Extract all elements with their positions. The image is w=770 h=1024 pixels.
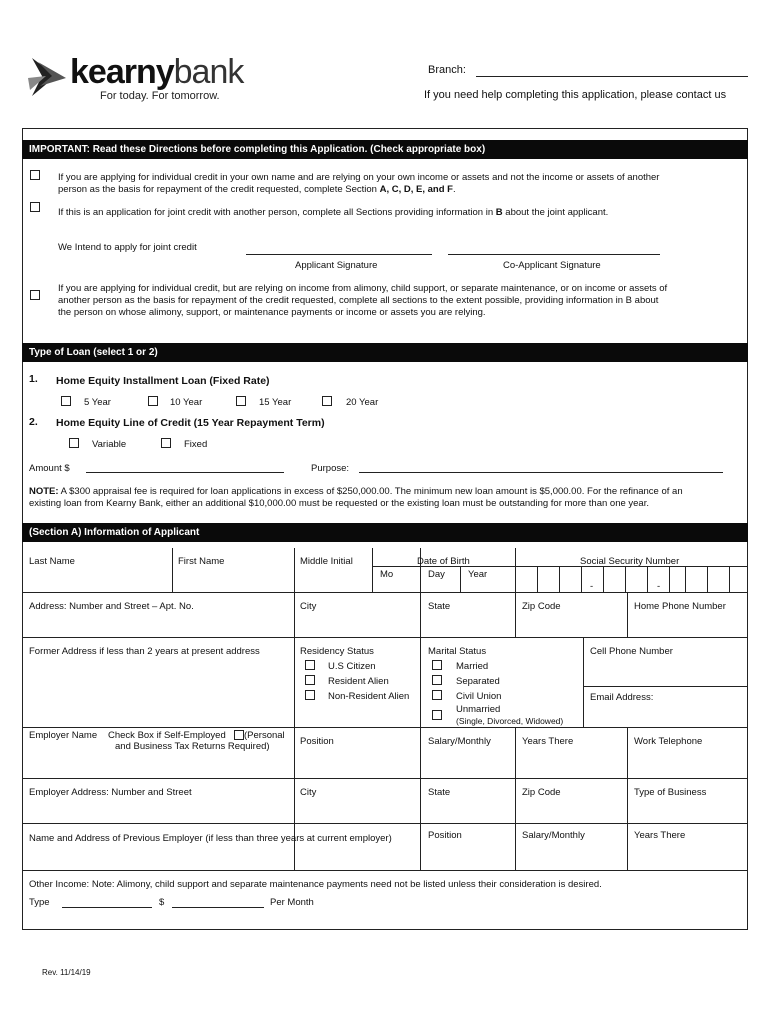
rate-fixed-checkbox[interactable] (161, 438, 171, 448)
grid-line (22, 778, 748, 779)
grid-line (515, 727, 516, 870)
grid-line (460, 566, 461, 592)
term-5-label: 5 Year (84, 397, 111, 408)
per-month-label: Per Month (270, 897, 314, 908)
help-text: If you need help completing this application, please contact us (424, 89, 727, 101)
option-alimony-text-1: If you are applying for individual credit, but are relying on income from alimony, child support, or separate maintenance, or on income or assets of (58, 283, 668, 294)
ssn-box-divider (707, 566, 708, 592)
ssn-box-divider (669, 566, 670, 592)
residency-citizen-checkbox[interactable] (305, 660, 315, 670)
self-employed-text-b: (Personal (244, 730, 285, 741)
city-label[interactable]: City (300, 601, 317, 612)
address-label[interactable]: Address: Number and Street – Apt. No. (29, 601, 194, 612)
rate-variable-label: Variable (92, 439, 127, 450)
rate-fixed-label: Fixed (184, 439, 208, 450)
marital-married-checkbox[interactable] (432, 660, 442, 670)
income-dollar-label: $ (159, 897, 165, 908)
marital-unmarried-label: Unmarried (456, 704, 501, 715)
salary-label[interactable]: Salary/Monthly (428, 736, 491, 747)
option-joint-checkbox[interactable] (30, 202, 40, 212)
employer-state-label[interactable]: State (428, 787, 451, 798)
option-alimony-text-2: another person as the basis for repayment of the credit requested, complete all sections to the extent possible, providing information in B about (58, 295, 659, 306)
type-of-business-label[interactable]: Type of Business (634, 787, 707, 798)
income-amount-field[interactable] (172, 907, 264, 908)
cell-phone-label[interactable]: Cell Phone Number (590, 646, 673, 657)
ssn-box-divider (603, 566, 604, 592)
grid-line (515, 592, 516, 637)
rate-variable-checkbox[interactable] (69, 438, 79, 448)
purpose-field[interactable] (359, 472, 723, 473)
employer-city-label[interactable]: City (300, 787, 317, 798)
employer-zip-label[interactable]: Zip Code (522, 787, 561, 798)
grid-line (583, 637, 584, 727)
term-20-checkbox[interactable] (322, 396, 332, 406)
brand-light: bank (173, 53, 244, 91)
co-applicant-signature-label: Co-Applicant Signature (503, 260, 601, 271)
unmarried-note: (Single, Divorced, Widowed) (456, 716, 564, 726)
grid-line (294, 548, 295, 870)
former-address-label[interactable]: Former Address if less than 2 years at present address (29, 646, 260, 657)
revision-date: Rev. 11/14/19 (42, 968, 91, 977)
loan-option-2-number: 2. (29, 416, 38, 428)
applicant-signature-field[interactable] (246, 254, 432, 255)
residency-alien-checkbox[interactable] (305, 675, 315, 685)
dob-day-label[interactable]: Day (428, 569, 445, 580)
ssn-box-divider (537, 566, 538, 592)
loan-option-1-number: 1. (29, 373, 38, 385)
term-15-label: 15 Year (259, 397, 292, 408)
section-a-heading: (Section A) Information of Applicant (22, 523, 748, 542)
marital-civil-union-checkbox[interactable] (432, 690, 442, 700)
marital-unmarried-checkbox[interactable] (432, 710, 442, 720)
grid-line (172, 548, 173, 592)
option-individual-checkbox[interactable] (30, 170, 40, 180)
grid-line (22, 727, 748, 728)
grid-line (420, 548, 421, 870)
appraisal-note-1: NOTE: A $300 appraisal fee is required for loan applications in excess of $250,000.00. The minimum new loan amount is $5,000.00. For the refinance of an (29, 486, 683, 497)
marital-married-label: Married (456, 661, 489, 672)
ssn-box-divider (647, 566, 648, 592)
marital-status-label: Marital Status (428, 646, 487, 657)
ssn-box-divider (625, 566, 626, 592)
option-individual-text-1: If you are applying for individual credit in your own name and are relying on your own income or assets and not the income or assets of another (58, 172, 660, 183)
term-15-checkbox[interactable] (236, 396, 246, 406)
employer-address-label[interactable]: Employer Address: Number and Street (29, 787, 192, 798)
residency-citizen-label: U.S Citizen (328, 661, 376, 672)
loan-option-1-label: Home Equity Installment Loan (Fixed Rate) (56, 375, 270, 387)
loan-type-heading: Type of Loan (select 1 or 2) (22, 343, 748, 362)
grid-line (22, 870, 748, 871)
middle-initial-label[interactable]: Middle Initial (300, 556, 353, 567)
dob-year-label[interactable]: Year (468, 569, 488, 580)
residency-status-label: Residency Status (300, 646, 374, 657)
marital-separated-checkbox[interactable] (432, 675, 442, 685)
dob-mo-label[interactable]: Mo (380, 569, 394, 580)
loan-option-2-label: Home Equity Line of Credit (15 Year Repayment Term) (56, 417, 325, 429)
residency-alien-label: Resident Alien (328, 676, 389, 687)
marital-civil-union-label: Civil Union (456, 691, 502, 702)
income-type-label: Type (29, 897, 50, 908)
grid-line (22, 823, 748, 824)
ssn-box-divider (581, 566, 582, 592)
purpose-label: Purpose: (311, 463, 350, 474)
joint-intent-text: We Intend to apply for joint credit (58, 242, 197, 253)
prev-salary-label[interactable]: Salary/Monthly (522, 830, 585, 841)
applicant-signature-label: Applicant Signature (295, 260, 378, 271)
ssn-dash-2: - (657, 581, 661, 592)
zip-label[interactable]: Zip Code (522, 601, 561, 612)
ssn-box-divider (729, 566, 730, 592)
prev-position-label[interactable]: Position (428, 830, 462, 841)
previous-employer-label[interactable]: Name and Address of Previous Employer (if less than three years at current employer) (29, 833, 392, 844)
option-alimony-text-3: the person on whose alimony, support, or maintenance payments or income or assets you are relying. (58, 307, 486, 318)
term-10-checkbox[interactable] (148, 396, 158, 406)
grid-line (22, 637, 748, 638)
ssn-box-divider (559, 566, 560, 592)
ssn-box-divider (685, 566, 686, 592)
brand-tagline: For today. For tomorrow. (100, 90, 220, 102)
grid-line (583, 686, 748, 687)
option-alimony-checkbox[interactable] (30, 290, 40, 300)
option-individual-text-2: person as the basis for repayment of the credit requested, complete Section A, C, D, E, and F. (58, 184, 456, 195)
amount-label: Amount $ (29, 463, 70, 474)
years-there-label[interactable]: Years There (522, 736, 574, 747)
first-name-label[interactable]: First Name (178, 556, 225, 567)
residency-nonresident-label: Non-Resident Alien (328, 691, 410, 702)
appraisal-note-2: existing loan from Kearny Bank, either an additional $10,000.00 must be requested or the existing loan must be outstanding for more than one year. (29, 498, 649, 509)
term-10-label: 10 Year (170, 397, 203, 408)
employer-name-label[interactable]: Employer Name (29, 730, 98, 741)
marital-separated-label: Separated (456, 676, 500, 687)
bank-logo (26, 53, 246, 106)
grid-line (627, 727, 628, 870)
work-phone-label[interactable]: Work Telephone (634, 736, 703, 747)
position-label[interactable]: Position (300, 736, 334, 747)
term-5-checkbox[interactable] (61, 396, 71, 406)
dob-label: Date of Birth (417, 556, 470, 567)
last-name-label[interactable]: Last Name (29, 556, 75, 567)
email-label[interactable]: Email Address: (590, 692, 654, 703)
grid-line (22, 592, 748, 593)
branch-field[interactable] (476, 76, 748, 77)
income-type-field[interactable] (62, 907, 152, 908)
branch-label: Branch: (428, 64, 466, 76)
residency-nonresident-checkbox[interactable] (305, 690, 315, 700)
self-employed-text-c: and Business Tax Returns Required) (115, 741, 270, 752)
directions-heading: IMPORTANT: Read these Directions before completing this Application. (Check appropriate box) (22, 140, 748, 159)
grid-line (515, 548, 516, 592)
grid-line (372, 548, 373, 592)
self-employed-checkbox[interactable] (234, 730, 244, 740)
other-income-note: Other Income: Note: Alimony, child support and separate maintenance payments need not be listed unless their consideration is desired. (29, 879, 602, 890)
term-20-label: 20 Year (346, 397, 379, 408)
ssn-dash-1: - (590, 581, 594, 592)
prev-years-there-label[interactable]: Years There (634, 830, 686, 841)
option-joint-text: If this is an application for joint credit with another person, complete all Sections providing information in B about the joint applicant. (58, 207, 609, 218)
self-employed-text: Check Box if Self-Employed (108, 730, 226, 741)
co-applicant-signature-field[interactable] (448, 254, 660, 255)
brand-bold: kearny (70, 53, 174, 91)
grid-line (627, 592, 628, 637)
state-label[interactable]: State (428, 601, 451, 612)
home-phone-label[interactable]: Home Phone Number (634, 601, 726, 612)
ssn-label: Social Security Number (580, 556, 680, 567)
amount-field[interactable] (86, 472, 284, 473)
